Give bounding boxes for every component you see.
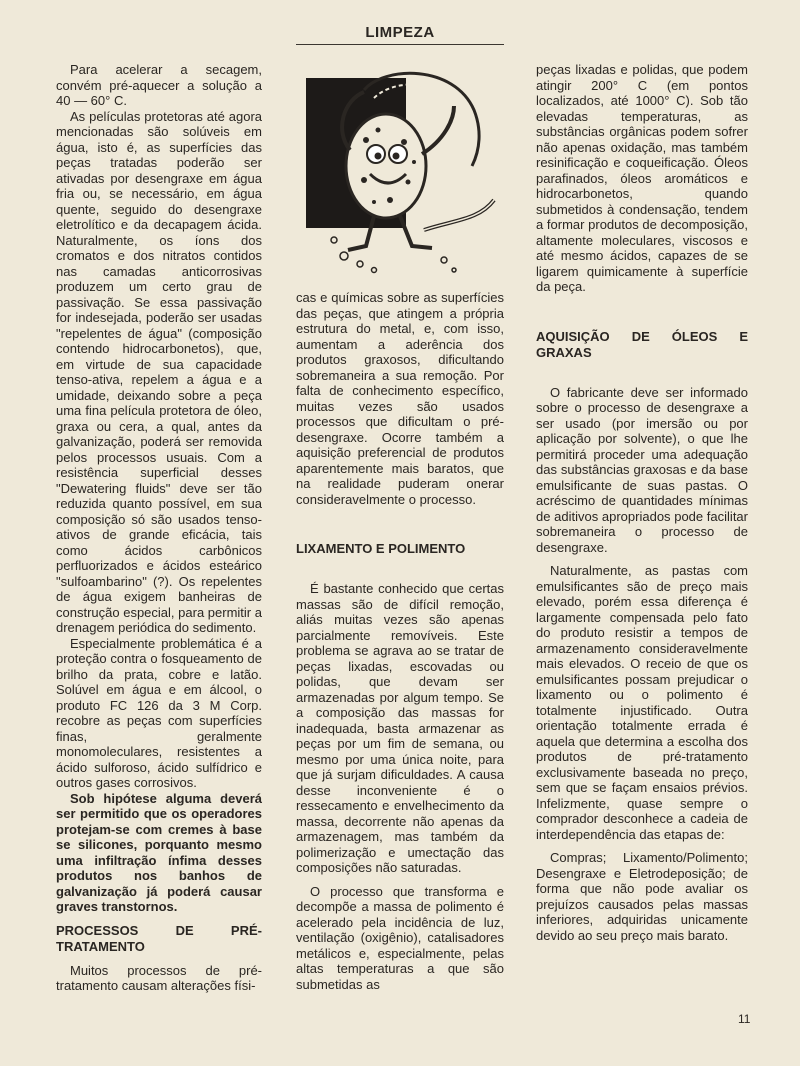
section-heading: PROCESSOS DE PRÉ-TRATAMENTO bbox=[56, 922, 262, 954]
paragraph: Naturalmente, as pastas com emulsificantes são de preço mais elevado, porém essa diferença é largamente compensada pelo fato do produto resistir a tempos de armazenamento consideravelmente mais elevados. O receio de que os emulsificantes possam prejudicar o lixamento ou o polimento é totalmente injustificado. Outra orientação totalmente errada é aquela que determina a escolha dos produtos de pré-tratamento exclusivamente baseada no preço, sem que se façam ensaios prévios. Infelizmente, quase sempre o comprador desconhece a cadeia de interdependência das etapas de: bbox=[536, 563, 748, 842]
header-rule bbox=[296, 44, 504, 45]
paragraph: Especialmente problemática é a proteção contra o fosqueamento de brilho da prata, cobre e latão. Solúvel em água e em álcool, o produto FC 126 da 3 M Corp. recobre as peças com superfícies finas, geralmente monomoleculares, resistentes a ácido sulforoso, ácido sulfídrico e outros gases corrosivos. bbox=[56, 635, 262, 790]
warning-paragraph: Sob hipótese alguma deverá ser permitido que os operadores protejam-se com cremes à base se silicones, porquanto mesmo uma infiltração ínfima desses produtos nos banhos de galvanização já poderá causar graves transtornos. bbox=[56, 790, 262, 914]
spacer bbox=[56, 955, 262, 963]
spacer bbox=[296, 557, 504, 581]
spacer bbox=[536, 361, 748, 385]
page-number: 11 bbox=[738, 1012, 751, 1026]
spacer bbox=[296, 507, 504, 541]
column-left bbox=[56, 62, 262, 994]
paragraph: Muitos processos de pré-tratamento causam alterações físi- bbox=[56, 962, 262, 993]
column-middle bbox=[296, 290, 504, 992]
spacer bbox=[56, 915, 262, 923]
section-heading: AQUISIÇÃO DE ÓLEOS E GRAXAS bbox=[536, 328, 748, 360]
paragraph: É bastante conhecido que certas massas são de difícil remoção, aliás muitas vezes são apenas parcialmente removíveis. Este problema se agrava ao se tratar de peças lixadas, escovadas ou polidas, que devam ser armazenadas por algum tempo. Se a composição das massas for inadequada, basta armazenar as peças por um fim de semana, ou mesmo por uma única noite, para que já surjam dificuldades. A causa desse inconveniente é o ressecamento e envelhecimento da massa, decorrente não apenas da armazenagem, mas também da polimerização e umectação das composições não saturadas. bbox=[296, 581, 504, 875]
paragraph: peças lixadas e polidas, que podem atingir 200° C (em pontos localizados, até 1000° C). Sob tão elevadas temperaturas, as substâncias orgânicas podem sofrer não apenas oxidação, mas também resinificação e coqueificação. Óleos parafinados, óleos aromáticos e hidrocarbonetos, quando submetidos à condensação, tendem a formar produtos de decomposição, altamente moleculares, viscosos e até mesmo ácidos, capazes de se ligarem quimicamente à superfície da peça. bbox=[536, 62, 748, 294]
cartoon-washing-figure-icon bbox=[304, 70, 500, 280]
spacer bbox=[536, 295, 748, 329]
paragraph: cas e químicas sobre as superfícies das peças, que atingem a própria estrutura do metal, e, com isso, aumentam a aderência dos produtos graxosos, dificultando sobremaneira a sua remoção. Por falta de conhecimento específico, muitas vezes são usados processos que dificultam o pré-desengraxe. Ocorre também a aquisição preferencial de produtos aparentemente mais baratos, que na realidade puderam onerar consideravelmente o processo. bbox=[296, 290, 504, 507]
paragraph: As películas protetoras até agora mencionadas são solúveis em água, isto é, as superfícies das peças tratadas poderão ser ativadas por desengraxe em água fria ou, se necessário, em água quente, seguido do desengraxe eletrolítico e da decapagem ácida. Naturalmente, os íons dos cromatos e dos nitratos contidos nas camadas anticorrosivas produzem um certo grau de passivação. Se essa passivação for indesejada, poderão ser usadas "repelentes de água" (composição contendo hidrocarbonetos), que, em virtude de sua capacidade tenso-ativa, repelem a água e a umidade, deixando sobre a peça uma fina película protetora de óleo, graxa ou cera, a qual, antes da galvanização, poderá ser removida pelos processos usuais. Com a resistência superficial desses "Dewatering fluids" deve ser tão reduzida quanto possível, em sua composição só são usados tenso-ativos de grande eficácia, tais como ácidos carbônicos perfluorizados e ácidos esteárico "sulfoambarino" (?). Os repelentes de água exigem banheiras de construção especial, para permitir a drenagem periódica do sedimento. bbox=[56, 108, 262, 635]
spacer bbox=[296, 876, 504, 884]
paragraph: O processo que transforma e decompõe a massa de polimento é acelerado pela incidência de luz, ventilação (oxigênio), catalisadores metálicos e, especialmente, pelas altas temperaturas a que são submetidas as bbox=[296, 883, 504, 992]
paragraph: O fabricante deve ser informado sobre o processo de desengraxe a ser usado (por imersão ou por aplicação por solvente), o que lhe permitirá proceder uma adequação das substâncias graxosas e da base emulsificante de suas pastas. O acréscimo de quantidades mínimas de aditivos apropriados pode facilitar sobremaneira o processo de desengraxe. bbox=[536, 384, 748, 555]
spacer bbox=[536, 842, 748, 850]
spacer bbox=[536, 555, 748, 563]
section-header: LIMPEZA bbox=[365, 24, 435, 41]
paragraph: Para acelerar a secagem, convém pré-aquecer a solução a 40 — 60° C. bbox=[56, 62, 262, 108]
column-right bbox=[536, 62, 748, 943]
section-heading: LIXAMENTO E POLIMENTO bbox=[296, 541, 466, 556]
paragraph: Compras; Lixamento/Polimento; Desengraxe e Eletrodeposição; de forma que não pode avaliar os prejuízos causados pelas massas inferiores, adquiridas unicamente devido ao seu preço mais barato. bbox=[536, 850, 748, 943]
